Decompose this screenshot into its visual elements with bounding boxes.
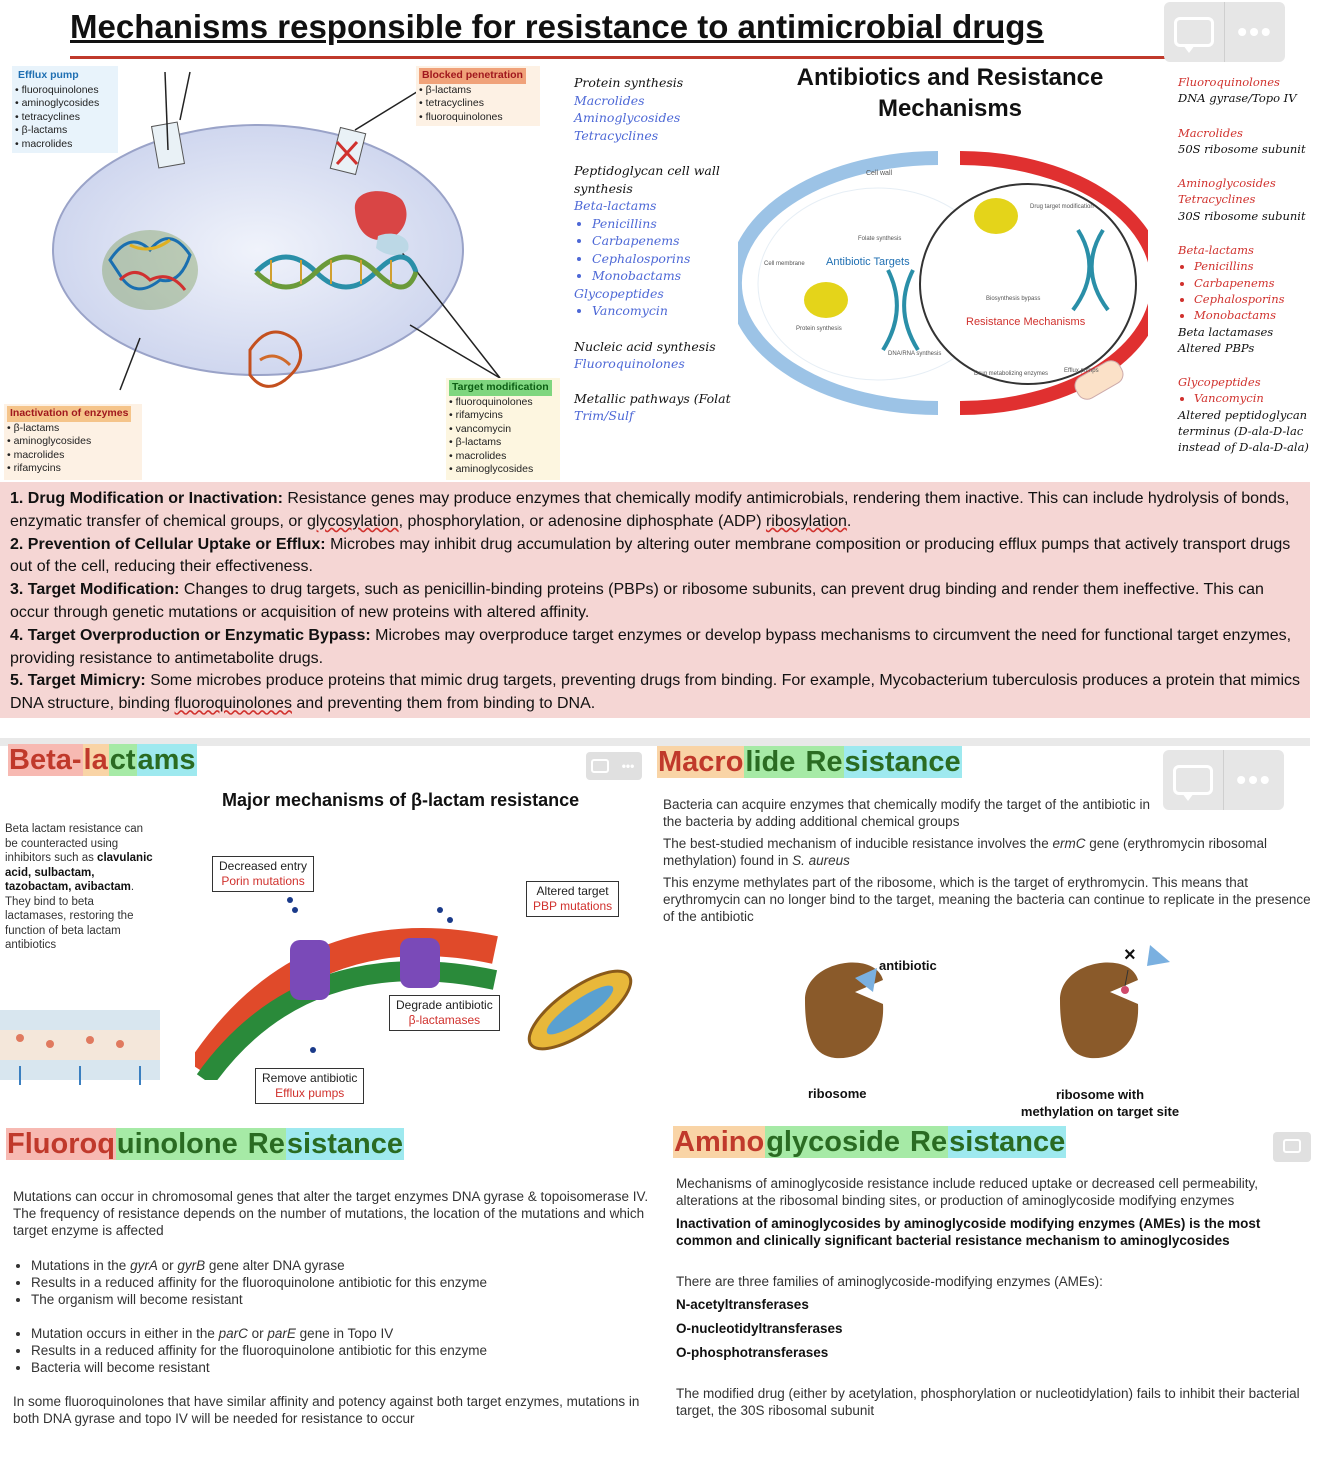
inactivation-heading: Inactivation of enzymes xyxy=(7,406,131,422)
inactivation-item: • β-lactams xyxy=(7,421,60,434)
mechanism-item: 1. Drug Modification or Inactivation: Resistance genes may produce enzymes that chemically modify antimicrobials, rendering them inactive. This can include hydrolysis of bonds, enzymatic transfer of chemical groups, or glycosylation, phosphorylation, or adenosine diphosphate (ADP) ribosylation. xyxy=(10,490,1290,530)
aminoglycoside-heading: Aminoglycoside Resistance xyxy=(674,1126,1066,1158)
drug-item: • Monobactams xyxy=(1194,307,1328,323)
title-underline xyxy=(70,56,1170,59)
drug-target: Altered peptidoglycan xyxy=(1178,407,1308,422)
drug-item: Aminoglycosides xyxy=(574,110,681,125)
comment-icon xyxy=(591,759,609,773)
resistance-list xyxy=(1178,74,1328,456)
antibiotic-targets-diagram xyxy=(738,150,1148,415)
target-item: • vancomycin xyxy=(449,422,512,435)
more-icon: ••• xyxy=(1237,16,1273,47)
altered-target-box: Altered target PBP mutations xyxy=(526,881,619,917)
drug-target: Beta lactamases xyxy=(1178,324,1274,339)
drug-name: Fluoroquinolones xyxy=(1178,75,1280,89)
efflux-pumps-label: Efflux pumps xyxy=(1064,368,1099,374)
comment-button[interactable] xyxy=(586,752,614,780)
inactivation-item: • rifamycins xyxy=(7,462,61,474)
mechanism-item: 3. Target Modification: Changes to drug targets, such as penicillin-binding proteins (PBPs) or ribosome subunits, can prevent drug binding and render them ineffective. This can occur through genetic mutations or acquisition of new proteins with altered affinity. xyxy=(10,581,1264,621)
enzyme-blob-1 xyxy=(102,230,198,310)
cell-wall-label: Cell wall xyxy=(866,170,893,177)
antibiotic-label: antibiotic xyxy=(879,958,937,973)
blocked-item: • β-lactams xyxy=(419,83,472,96)
efflux-pump-heading: Efflux pump xyxy=(18,69,79,81)
page-title: Mechanisms responsible for resistance to antimicrobial drugs xyxy=(70,8,1044,45)
drug-item: • Penicillins xyxy=(1194,258,1328,274)
comment-button[interactable] xyxy=(1164,2,1224,62)
beta-lactams-heading: Beta-lactams xyxy=(9,744,196,776)
nucleic-heading: Nucleic acid synthesis xyxy=(574,338,716,354)
drug-item: • Carbapenems xyxy=(592,232,769,250)
more-icon: ••• xyxy=(1236,764,1272,795)
mechanisms-text xyxy=(10,488,1306,716)
beta-side-note: Beta lactam resistance can be counteracted using inhibitors such as clavulanic acid, sulbactam, tazobactam, avibactam. They bind to beta lactamases, restoring the function of beta lactam antibiotics xyxy=(5,823,153,951)
methylated-ribosome-label: ribosome with methylation on target site xyxy=(1020,1087,1180,1119)
drug-metab-label: Drug metabolizing enzymes xyxy=(974,371,1049,377)
blocked-item: • tetracyclines xyxy=(419,97,484,109)
drug-item: • Carbapenems xyxy=(1194,275,1328,291)
antibiotic-targets-label: Antibiotic Targets xyxy=(826,256,910,268)
macrolide-heading: Macrolide Resistance xyxy=(658,746,961,778)
drug-item: • Monobactams xyxy=(592,267,769,285)
mechanism-item: 4. Target Overproduction or Enzymatic Bypass: Microbes may overproduce target enzymes or develop bypass mechanisms to circumvent the need for functional target enzymes, providing resistance to antimetabolite drugs. xyxy=(10,626,1292,667)
comment-icon xyxy=(1173,765,1213,795)
target-item: • β-lactams xyxy=(449,436,502,448)
blocked-penetration-heading: Blocked penetration xyxy=(419,68,526,84)
blocked-penetration-label xyxy=(416,66,540,126)
drug-name: Glycopeptides xyxy=(1178,375,1261,390)
comment-icon xyxy=(1174,17,1214,47)
drug-item: • Cephalosporins xyxy=(592,250,769,268)
drug-target: terminus (D-ala-D-lac xyxy=(1178,424,1304,439)
target-item: • rifamycins xyxy=(449,409,503,421)
more-button[interactable] xyxy=(1224,2,1285,62)
remove-antibiotic-box: Remove antibiotic Efflux pumps xyxy=(255,1068,364,1104)
ame-family: O-nucleotidyltransferases xyxy=(676,1321,843,1336)
target-modification-heading: Target modification xyxy=(449,380,552,396)
fq-point: • Bacteria will become resistant xyxy=(31,1359,663,1376)
ribosome-label: ribosome xyxy=(808,1086,867,1101)
drug-item: • Vancomycin xyxy=(592,302,769,320)
fq-point: • Mutations in the gyrA or gyrB gene alter DNA gyrase xyxy=(31,1257,663,1274)
mechanism-item: 5. Target Mimicry: Some microbes produce proteins that mimic drug targets, preventing drugs from binding. For example, Mycobacterium tuberculosis produces a protein that mimics DNA structure, binding fluoroquinolones and preventing them from binding to DNA. xyxy=(10,672,1301,713)
macrolide-text: Bacteria can acquire enzymes that chemically modify the target of the antibiotic in the bacteria by adding additional chemical groups The best-studied mechanism of inducible resistance involves the ermC gene (erythromycin ribosomal methylation) found in S. aureus This enzyme methylates part of the ribosome, which is the target of erythromycin. This means that erythromycin can no longer bind to the target, meaning the bacteria can continue to replicate in the presence of the antibiotic xyxy=(663,797,1311,924)
target-modification-label xyxy=(446,378,560,480)
drug-item: • Penicillins xyxy=(592,215,769,233)
dna-label: DNA/RNA synthesis xyxy=(888,351,942,357)
ame-family: N-acetyltransferases xyxy=(676,1297,809,1312)
inactivation-item: • macrolides xyxy=(7,448,65,461)
drug-item: Macrolides xyxy=(574,92,645,108)
protein-label: Protein synthesis xyxy=(796,326,842,332)
drug-item: Tetracyclines xyxy=(574,127,659,143)
aminoglycoside-text: Mechanisms of aminoglycoside resistance include reduced uptake or decreased cell permeability, alterations at the ribosomal binding sites, or production of aminoglycoside modifying enzymes Inactivation of aminoglycosides by aminoglycoside modifying enzymes (AMEs) is the most common and clinically significant bacterial resistance mechanism to aminoglycosides There are three families of aminoglycoside-modifying enzymes (AMEs): N-acetyltransferases O-nucleotidyltransferases O-phosphotransferases The modified drug (either by acetylation, phosphorylation or nucleotidylation) fails to inhibit their bacterial target, the 30S ribosomal subunit xyxy=(676,1175,1316,1419)
target-item: • aminoglycosides xyxy=(449,463,534,475)
fluoroquinolone-heading: Fluoroquinolone Resistance xyxy=(7,1128,403,1160)
drug-target: DNA gyrase/Topo IV xyxy=(1178,91,1297,106)
fq-point: • Results in a reduced affinity for the fluoroquinolone antibiotic for this enzyme xyxy=(31,1274,663,1291)
drug-name: Beta-lactams xyxy=(1178,243,1254,258)
inactivation-label xyxy=(4,404,142,480)
target-item: • macrolides xyxy=(449,449,507,462)
drug-name: Tetracyclines xyxy=(1178,192,1256,207)
efflux-pump-label xyxy=(12,66,118,153)
efflux-item: • tetracyclines xyxy=(15,110,80,123)
protein-synthesis-heading: Protein synthesis xyxy=(574,75,684,90)
drug-item: • Vancomycin xyxy=(1194,390,1328,406)
no-binding-mark: × xyxy=(1124,944,1136,966)
fq-point: • Results in a reduced affinity for the fluoroquinolone antibiotic for this enzyme xyxy=(31,1342,663,1359)
mechanism-item: 2. Prevention of Cellular Uptake or Efflux: Microbes may inhibit drug accumulation by altering outer membrane composition or producing efflux pumps that actively transport drugs out of the cell, reducing their effectiveness. xyxy=(10,535,1291,576)
inactivation-item: • aminoglycosides xyxy=(7,435,92,447)
efflux-item: • β-lactams xyxy=(15,124,68,136)
drug-item: • Cephalosporins xyxy=(1194,291,1328,307)
drug-item: Trim/Sulf xyxy=(574,408,634,423)
degrade-antibiotic-box: Degrade antibiotic β-lactamases xyxy=(389,995,500,1031)
drug-name: Aminoglycosides xyxy=(1178,176,1276,191)
cell-wall-heading: Peptidoglycan cell wall synthesis xyxy=(574,163,720,196)
drug-item: Beta-lactams xyxy=(574,198,657,213)
decreased-entry-box: Decreased entry Porin mutations xyxy=(212,856,314,892)
beta-diagram-title: Major mechanisms of β-lactam resistance xyxy=(222,790,580,810)
blocked-item: • fluoroquinolones xyxy=(419,110,503,123)
drug-item: Glycopeptides xyxy=(574,285,664,301)
efflux-item: • fluoroquinolones xyxy=(15,83,99,96)
bypass-label: Biosynthesis bypass xyxy=(986,296,1041,302)
folate-label: Folate synthesis xyxy=(858,236,902,242)
mid-panel-title: Antibiotics and Resistance Mechanisms xyxy=(796,64,1104,122)
cell-membrane-label: Cell membrane xyxy=(764,261,805,267)
metabolic-heading: Metallic pathways (Folat xyxy=(574,390,731,406)
drug-target: 30S ribosome subunit xyxy=(1178,208,1306,223)
top-toolbar xyxy=(1164,2,1285,62)
target-item: • fluoroquinolones xyxy=(449,395,533,408)
membrane-schematic xyxy=(0,970,185,1105)
drug-target: 50S ribosome subunit xyxy=(1178,141,1306,156)
ame-family: O-phosphotransferases xyxy=(676,1345,829,1360)
fq-point: • Mutation occurs in either in the parC or parE gene in Topo IV xyxy=(31,1325,663,1342)
small-toolbar xyxy=(586,752,642,780)
efflux-item: • aminoglycosides xyxy=(15,97,100,109)
more-icon: ••• xyxy=(621,759,635,773)
resistance-mechanisms-label: Resistance Mechanisms xyxy=(966,316,1086,328)
drug-name: Macrolides xyxy=(1178,125,1243,140)
more-button[interactable] xyxy=(614,752,642,780)
drug-item: Fluoroquinolones xyxy=(574,356,685,371)
drug-target: Altered PBPs xyxy=(1178,340,1255,355)
amino-comment-button[interactable] xyxy=(1273,1132,1311,1162)
fq-point: • The organism will become resistant xyxy=(31,1291,663,1308)
drug-target: instead of D-ala-D-ala) xyxy=(1178,440,1309,455)
fluoroquinolone-text: Mutations can occur in chromosomal genes that alter the target enzymes DNA gyrase & topoisomerase IV. The frequency of resistance depends on the number of mutations, the location of the mutations and which target enzyme is affected • Mutations in the gyrA or gyrB gene alter DNA gyrase • Results in a reduced affinity for the fluoroquinolone antibiotic for this enzyme • The organism will become resistant • Mutation occurs in either in the parC or parE gene in Topo IV • Results in a reduced affinity for the fluoroquinolone antibiotic for this enzyme • Bacteria will become resistant In some fluoroquinolones that have similar affinity and potency against both target enzymes, mutations in both DNA gyrase and topo IV will be needed for resistance to occur xyxy=(13,1188,663,1427)
efflux-item: • macrolides xyxy=(15,137,73,150)
comment-icon xyxy=(1283,1139,1301,1153)
drug-target-mod-label: Drug target modification xyxy=(1030,204,1094,210)
